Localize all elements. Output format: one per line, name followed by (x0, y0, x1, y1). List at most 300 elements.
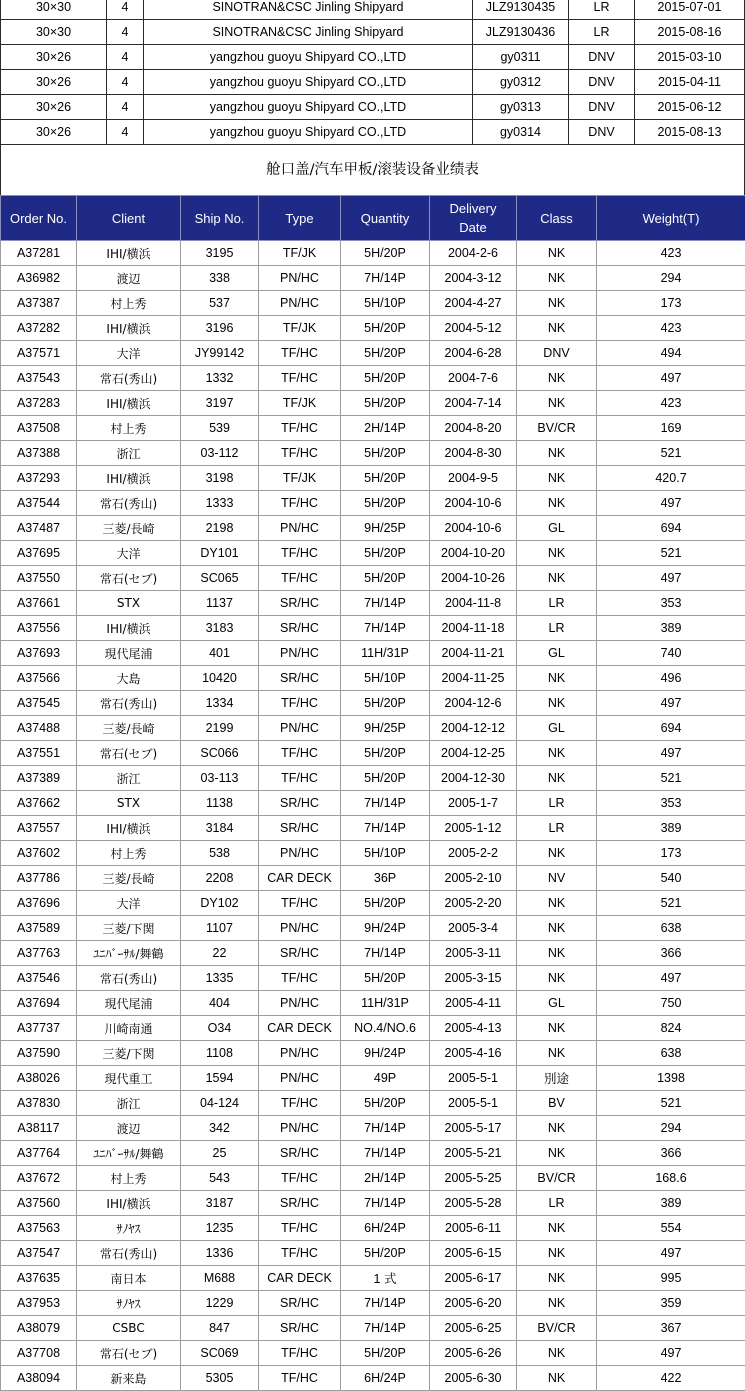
cell-type: TF/HC (259, 366, 341, 391)
cell-quantity: 7H/14P (341, 1191, 430, 1216)
cell-weight: 173 (597, 291, 745, 316)
cell-delivery-date: 2005-2-20 (430, 891, 517, 916)
cell-class: LR (517, 791, 597, 816)
cell-order-no: A37830 (1, 1091, 77, 1116)
cell-weight: 554 (597, 1216, 745, 1241)
cell-type: TF/HC (259, 566, 341, 591)
cell-order-no: A37547 (1, 1241, 77, 1266)
cell-count: 4 (107, 20, 144, 45)
cell-class: NK (517, 241, 597, 266)
header-class: Class (517, 196, 597, 241)
cell-size: 30×26 (1, 45, 107, 70)
cell-quantity: 7H/14P (341, 266, 430, 291)
cell-delivery-date: 2004-11-25 (430, 666, 517, 691)
cell-weight: 494 (597, 341, 745, 366)
table-row (1, 591, 745, 616)
table-row (1, 766, 745, 791)
cell-delivery-date: 2004-10-6 (430, 516, 517, 541)
cell-client: 常石(秀山) (77, 366, 181, 391)
cell-ship-no: 404 (181, 991, 259, 1016)
cell-ship-no: 2208 (181, 866, 259, 891)
cell-class: BV (517, 1091, 597, 1116)
cell-weight: 353 (597, 591, 745, 616)
cell-delivery-date: 2005-5-28 (430, 1191, 517, 1216)
cell-weight: 497 (597, 966, 745, 991)
cell-class: DNV (569, 120, 635, 145)
cell-weight: 423 (597, 316, 745, 341)
cell-delivery-date: 2015-08-16 (635, 20, 745, 45)
cell-weight: 638 (597, 1041, 745, 1066)
cell-delivery-date: 2004-10-6 (430, 491, 517, 516)
cell-quantity: 5H/20P (341, 766, 430, 791)
cell-class: NK (517, 541, 597, 566)
cell-class: NK (517, 1366, 597, 1391)
cell-ship-no: 3187 (181, 1191, 259, 1216)
cell-type: TF/HC (259, 341, 341, 366)
cell-count: 4 (107, 45, 144, 70)
cell-order-no: A38117 (1, 1116, 77, 1141)
cell-class: LR (517, 1191, 597, 1216)
cell-size: 30×26 (1, 95, 107, 120)
cell-quantity: 5H/20P (341, 566, 430, 591)
cell-quantity: 5H/20P (341, 1241, 430, 1266)
cell-type: SR/HC (259, 616, 341, 641)
cell-type: TF/HC (259, 1241, 341, 1266)
cell-order-no: A37672 (1, 1166, 77, 1191)
cell-type: TF/HC (259, 741, 341, 766)
cell-order-no: A37389 (1, 766, 77, 791)
cell-ship-no: 538 (181, 841, 259, 866)
header-delivery-date (430, 196, 517, 241)
cell-delivery-date: 2005-6-25 (430, 1316, 517, 1341)
performance-table-body (1, 241, 745, 1391)
cell-class: DNV (569, 45, 635, 70)
cell-client: 浙江 (77, 441, 181, 466)
cell-order-no: A37546 (1, 966, 77, 991)
cell-client: 新来島 (77, 1366, 181, 1391)
cell-quantity: 6H/24P (341, 1216, 430, 1241)
cell-delivery-date: 2004-11-21 (430, 641, 517, 666)
table-row (1, 266, 745, 291)
cell-ship-no: SC065 (181, 566, 259, 591)
cell-weight: 638 (597, 916, 745, 941)
cell-class: NK (517, 466, 597, 491)
cell-client: 三菱/下関 (77, 1041, 181, 1066)
cell-order-no: A37543 (1, 366, 77, 391)
cell-type: TF/HC (259, 441, 341, 466)
cell-client: IHI/横浜 (77, 241, 181, 266)
cell-type: PN/HC (259, 266, 341, 291)
cell-quantity: 7H/14P (341, 1291, 430, 1316)
cell-class: 別途 (517, 1066, 597, 1091)
cell-class: NK (517, 1116, 597, 1141)
cell-type: TF/HC (259, 1216, 341, 1241)
cell-delivery-date: 2015-07-01 (635, 0, 745, 20)
cell-client: ｻﾉﾔｽ (77, 1291, 181, 1316)
cell-type: SR/HC (259, 1191, 341, 1216)
table-row (1, 441, 745, 466)
cell-class: NK (517, 291, 597, 316)
cell-type: TF/HC (259, 416, 341, 441)
cell-type: TF/JK (259, 466, 341, 491)
cell-count: 4 (107, 120, 144, 145)
cell-order-no: A37635 (1, 1266, 77, 1291)
cell-ship-no: 539 (181, 416, 259, 441)
cell-class: LR (569, 20, 635, 45)
cell-class: NV (517, 866, 597, 891)
cell-weight: 497 (597, 1241, 745, 1266)
cell-class: BV/CR (517, 416, 597, 441)
cell-weight: 422 (597, 1366, 745, 1391)
cell-delivery-date: 2004-7-14 (430, 391, 517, 416)
cell-shipyard: SINOTRAN&CSC Jinling Shipyard (144, 20, 473, 45)
cell-weight: 294 (597, 266, 745, 291)
cell-hull-no: JLZ9130436 (473, 20, 569, 45)
cell-client: 渡辺 (77, 1116, 181, 1141)
cell-type: TF/HC (259, 766, 341, 791)
cell-ship-no: 25 (181, 1141, 259, 1166)
cell-weight: 173 (597, 841, 745, 866)
cell-delivery-date: 2004-12-30 (430, 766, 517, 791)
cell-quantity: 5H/20P (341, 891, 430, 916)
table-row (1, 95, 745, 120)
cell-client: 川崎南通 (77, 1016, 181, 1041)
cell-ship-no: M688 (181, 1266, 259, 1291)
cell-order-no: A37602 (1, 841, 77, 866)
cell-client: 大洋 (77, 541, 181, 566)
cell-weight: 423 (597, 241, 745, 266)
cell-ship-no: 543 (181, 1166, 259, 1191)
cell-size: 30×30 (1, 0, 107, 20)
cell-quantity: 7H/14P (341, 616, 430, 641)
cell-quantity: 2H/14P (341, 1166, 430, 1191)
cell-client: ﾕﾆﾊﾞｰｻﾙ/舞鶴 (77, 941, 181, 966)
cell-class: BV/CR (517, 1166, 597, 1191)
cell-type: PN/HC (259, 1041, 341, 1066)
cell-class: LR (517, 816, 597, 841)
cell-ship-no: 10420 (181, 666, 259, 691)
table-row (1, 1216, 745, 1241)
cell-type: SR/HC (259, 1316, 341, 1341)
table-row (1, 866, 745, 891)
cell-shipyard: yangzhou guoyu Shipyard CO.,LTD (144, 45, 473, 70)
cell-client: 渡辺 (77, 266, 181, 291)
cell-quantity: 5H/20P (341, 741, 430, 766)
cell-size: 30×30 (1, 20, 107, 45)
cell-order-no: A37488 (1, 716, 77, 741)
header-ship-no: Ship No. (181, 196, 259, 241)
cell-quantity: 5H/20P (341, 341, 430, 366)
cell-class: NK (517, 1216, 597, 1241)
cell-order-no: A36982 (1, 266, 77, 291)
cell-class: NK (517, 441, 597, 466)
cell-delivery-date: 2004-3-12 (430, 266, 517, 291)
cell-ship-no: 04-124 (181, 1091, 259, 1116)
cell-delivery-date: 2005-5-25 (430, 1166, 517, 1191)
cell-client: 村上秀 (77, 416, 181, 441)
cell-order-no: A37695 (1, 541, 77, 566)
cell-class: NK (517, 316, 597, 341)
table-row (1, 70, 745, 95)
cell-delivery-date: 2004-5-12 (430, 316, 517, 341)
cell-quantity: 5H/20P (341, 541, 430, 566)
cell-delivery-date: 2005-5-1 (430, 1091, 517, 1116)
cell-weight: 389 (597, 816, 745, 841)
cell-order-no: A37696 (1, 891, 77, 916)
cell-delivery-date: 2015-08-13 (635, 120, 745, 145)
previous-hatch-table (0, 0, 745, 145)
cell-delivery-date: 2005-3-4 (430, 916, 517, 941)
cell-order-no: A37281 (1, 241, 77, 266)
cell-quantity: 49P (341, 1066, 430, 1091)
cell-client: 三菱/長崎 (77, 716, 181, 741)
previous-hatch-table-body (1, 0, 745, 145)
cell-quantity: 5H/10P (341, 841, 430, 866)
cell-type: PN/HC (259, 516, 341, 541)
cell-count: 4 (107, 0, 144, 20)
cell-class: NK (517, 366, 597, 391)
cell-weight: 389 (597, 1191, 745, 1216)
table-row (1, 991, 745, 1016)
table-row (1, 1291, 745, 1316)
cell-client: 常石(セブ) (77, 1341, 181, 1366)
table-row (1, 466, 745, 491)
cell-type: TF/HC (259, 1341, 341, 1366)
cell-weight: 694 (597, 716, 745, 741)
header-row (1, 196, 745, 241)
cell-delivery-date: 2004-6-28 (430, 341, 517, 366)
cell-ship-no: 3196 (181, 316, 259, 341)
cell-weight: 169 (597, 416, 745, 441)
cell-class: NK (517, 566, 597, 591)
cell-type: TF/HC (259, 966, 341, 991)
cell-weight: 497 (597, 366, 745, 391)
cell-client: 浙江 (77, 766, 181, 791)
table-row (1, 1191, 745, 1216)
cell-quantity: 5H/10P (341, 291, 430, 316)
cell-type: PN/HC (259, 291, 341, 316)
cell-type: TF/HC (259, 1366, 341, 1391)
cell-ship-no: 03-113 (181, 766, 259, 791)
header-client: Client (77, 196, 181, 241)
cell-quantity: 5H/20P (341, 241, 430, 266)
cell-client: 常石(セブ) (77, 741, 181, 766)
cell-order-no: A37763 (1, 941, 77, 966)
cell-ship-no: JY99142 (181, 341, 259, 366)
cell-client: IHI/横浜 (77, 1191, 181, 1216)
cell-quantity: 5H/20P (341, 691, 430, 716)
cell-class: NK (517, 841, 597, 866)
cell-client: IHI/横浜 (77, 816, 181, 841)
table-row (1, 491, 745, 516)
cell-type: PN/HC (259, 1116, 341, 1141)
cell-ship-no: 3184 (181, 816, 259, 841)
cell-shipyard: yangzhou guoyu Shipyard CO.,LTD (144, 70, 473, 95)
cell-weight: 294 (597, 1116, 745, 1141)
cell-class: NK (517, 891, 597, 916)
cell-quantity: 5H/20P (341, 391, 430, 416)
cell-type: TF/JK (259, 391, 341, 416)
table-row (1, 1366, 745, 1391)
cell-quantity: 7H/14P (341, 816, 430, 841)
cell-client: 村上秀 (77, 291, 181, 316)
table-row (1, 1041, 745, 1066)
cell-type: PN/HC (259, 841, 341, 866)
cell-type: PN/HC (259, 991, 341, 1016)
cell-delivery-date: 2004-12-25 (430, 741, 517, 766)
cell-weight: 521 (597, 1091, 745, 1116)
cell-delivery-date: 2004-12-12 (430, 716, 517, 741)
cell-client: 大洋 (77, 891, 181, 916)
cell-client: 三菱/下関 (77, 916, 181, 941)
cell-ship-no: 1235 (181, 1216, 259, 1241)
cell-client: 大洋 (77, 341, 181, 366)
cell-delivery-date: 2005-1-12 (430, 816, 517, 841)
cell-quantity: 9H/25P (341, 516, 430, 541)
cell-ship-no: O34 (181, 1016, 259, 1041)
cell-quantity: 2H/14P (341, 416, 430, 441)
cell-ship-no: DY102 (181, 891, 259, 916)
cell-delivery-date: 2004-2-6 (430, 241, 517, 266)
cell-type: PN/HC (259, 1066, 341, 1091)
cell-weight: 423 (597, 391, 745, 416)
cell-ship-no: 342 (181, 1116, 259, 1141)
cell-quantity: 7H/14P (341, 1116, 430, 1141)
table-row (1, 741, 745, 766)
performance-table (0, 195, 745, 1391)
cell-quantity: NO.4/NO.6 (341, 1016, 430, 1041)
cell-order-no: A37487 (1, 516, 77, 541)
cell-ship-no: 847 (181, 1316, 259, 1341)
cell-order-no: A37545 (1, 691, 77, 716)
table-row (1, 691, 745, 716)
cell-ship-no: SC066 (181, 741, 259, 766)
cell-quantity: 6H/24P (341, 1366, 430, 1391)
table-row (1, 916, 745, 941)
cell-quantity: 7H/14P (341, 791, 430, 816)
cell-order-no: A37544 (1, 491, 77, 516)
cell-delivery-date: 2015-03-10 (635, 45, 745, 70)
cell-delivery-date: 2005-3-15 (430, 966, 517, 991)
cell-type: TF/HC (259, 541, 341, 566)
cell-ship-no: 1137 (181, 591, 259, 616)
cell-client: 村上秀 (77, 1166, 181, 1191)
cell-delivery-date: 2005-4-11 (430, 991, 517, 1016)
cell-size: 30×26 (1, 120, 107, 145)
cell-client: 三菱/長崎 (77, 866, 181, 891)
table-row (1, 45, 745, 70)
cell-quantity: 11H/31P (341, 991, 430, 1016)
cell-ship-no: 1336 (181, 1241, 259, 1266)
cell-order-no: A37708 (1, 1341, 77, 1366)
table-row (1, 1316, 745, 1341)
cell-class: NK (517, 966, 597, 991)
cell-order-no: A38094 (1, 1366, 77, 1391)
cell-delivery-date: 2005-6-20 (430, 1291, 517, 1316)
cell-ship-no: 1333 (181, 491, 259, 516)
cell-type: SR/HC (259, 1141, 341, 1166)
cell-quantity: 7H/14P (341, 1141, 430, 1166)
cell-ship-no: 1108 (181, 1041, 259, 1066)
cell-quantity: 5H/10P (341, 666, 430, 691)
cell-client: 常石(秀山) (77, 966, 181, 991)
cell-order-no: A37953 (1, 1291, 77, 1316)
cell-ship-no: 3198 (181, 466, 259, 491)
cell-delivery-date: 2004-10-26 (430, 566, 517, 591)
cell-hull-no: gy0311 (473, 45, 569, 70)
cell-quantity: 5H/20P (341, 316, 430, 341)
cell-hull-no: gy0313 (473, 95, 569, 120)
cell-client: 現代尾浦 (77, 991, 181, 1016)
table-row (1, 841, 745, 866)
cell-delivery-date: 2004-11-18 (430, 616, 517, 641)
cell-client: 常石(秀山) (77, 491, 181, 516)
cell-weight: 496 (597, 666, 745, 691)
table-row (1, 241, 745, 266)
cell-quantity: 9H/24P (341, 1041, 430, 1066)
table-row (1, 341, 745, 366)
cell-client: CSBC (77, 1316, 181, 1341)
cell-type: PN/HC (259, 641, 341, 666)
cell-client: STX (77, 791, 181, 816)
cell-delivery-date: 2004-11-8 (430, 591, 517, 616)
table-row (1, 516, 745, 541)
cell-class: NK (517, 1041, 597, 1066)
cell-class: NK (517, 491, 597, 516)
cell-client: 現代重工 (77, 1066, 181, 1091)
cell-order-no: A37557 (1, 816, 77, 841)
table-row (1, 1141, 745, 1166)
cell-delivery-date: 2005-2-10 (430, 866, 517, 891)
table-row (1, 1341, 745, 1366)
cell-weight: 521 (597, 541, 745, 566)
cell-class: NK (517, 666, 597, 691)
cell-ship-no: 5305 (181, 1366, 259, 1391)
cell-order-no: A37693 (1, 641, 77, 666)
cell-count: 4 (107, 95, 144, 120)
cell-client: STX (77, 591, 181, 616)
cell-order-no: A37283 (1, 391, 77, 416)
cell-type: TF/JK (259, 241, 341, 266)
cell-hull-no: gy0314 (473, 120, 569, 145)
cell-delivery-date: 2005-6-15 (430, 1241, 517, 1266)
cell-delivery-date: 2015-06-12 (635, 95, 745, 120)
cell-type: CAR DECK (259, 1016, 341, 1041)
cell-type: SR/HC (259, 791, 341, 816)
cell-class: GL (517, 516, 597, 541)
table-row (1, 1241, 745, 1266)
cell-weight: 521 (597, 766, 745, 791)
cell-weight: 367 (597, 1316, 745, 1341)
cell-weight: 694 (597, 516, 745, 541)
cell-quantity: 7H/14P (341, 941, 430, 966)
cell-delivery-date: 2015-04-11 (635, 70, 745, 95)
table-row (1, 316, 745, 341)
cell-order-no: A37293 (1, 466, 77, 491)
cell-ship-no: 1335 (181, 966, 259, 991)
table-row (1, 1266, 745, 1291)
cell-client: 村上秀 (77, 841, 181, 866)
cell-type: TF/HC (259, 1166, 341, 1191)
cell-delivery-date: 2005-2-2 (430, 841, 517, 866)
table-row (1, 966, 745, 991)
cell-order-no: A37571 (1, 341, 77, 366)
cell-ship-no: 3183 (181, 616, 259, 641)
table-row (1, 391, 745, 416)
table-row (1, 120, 745, 145)
cell-delivery-date: 2004-9-5 (430, 466, 517, 491)
cell-delivery-date: 2004-8-30 (430, 441, 517, 466)
